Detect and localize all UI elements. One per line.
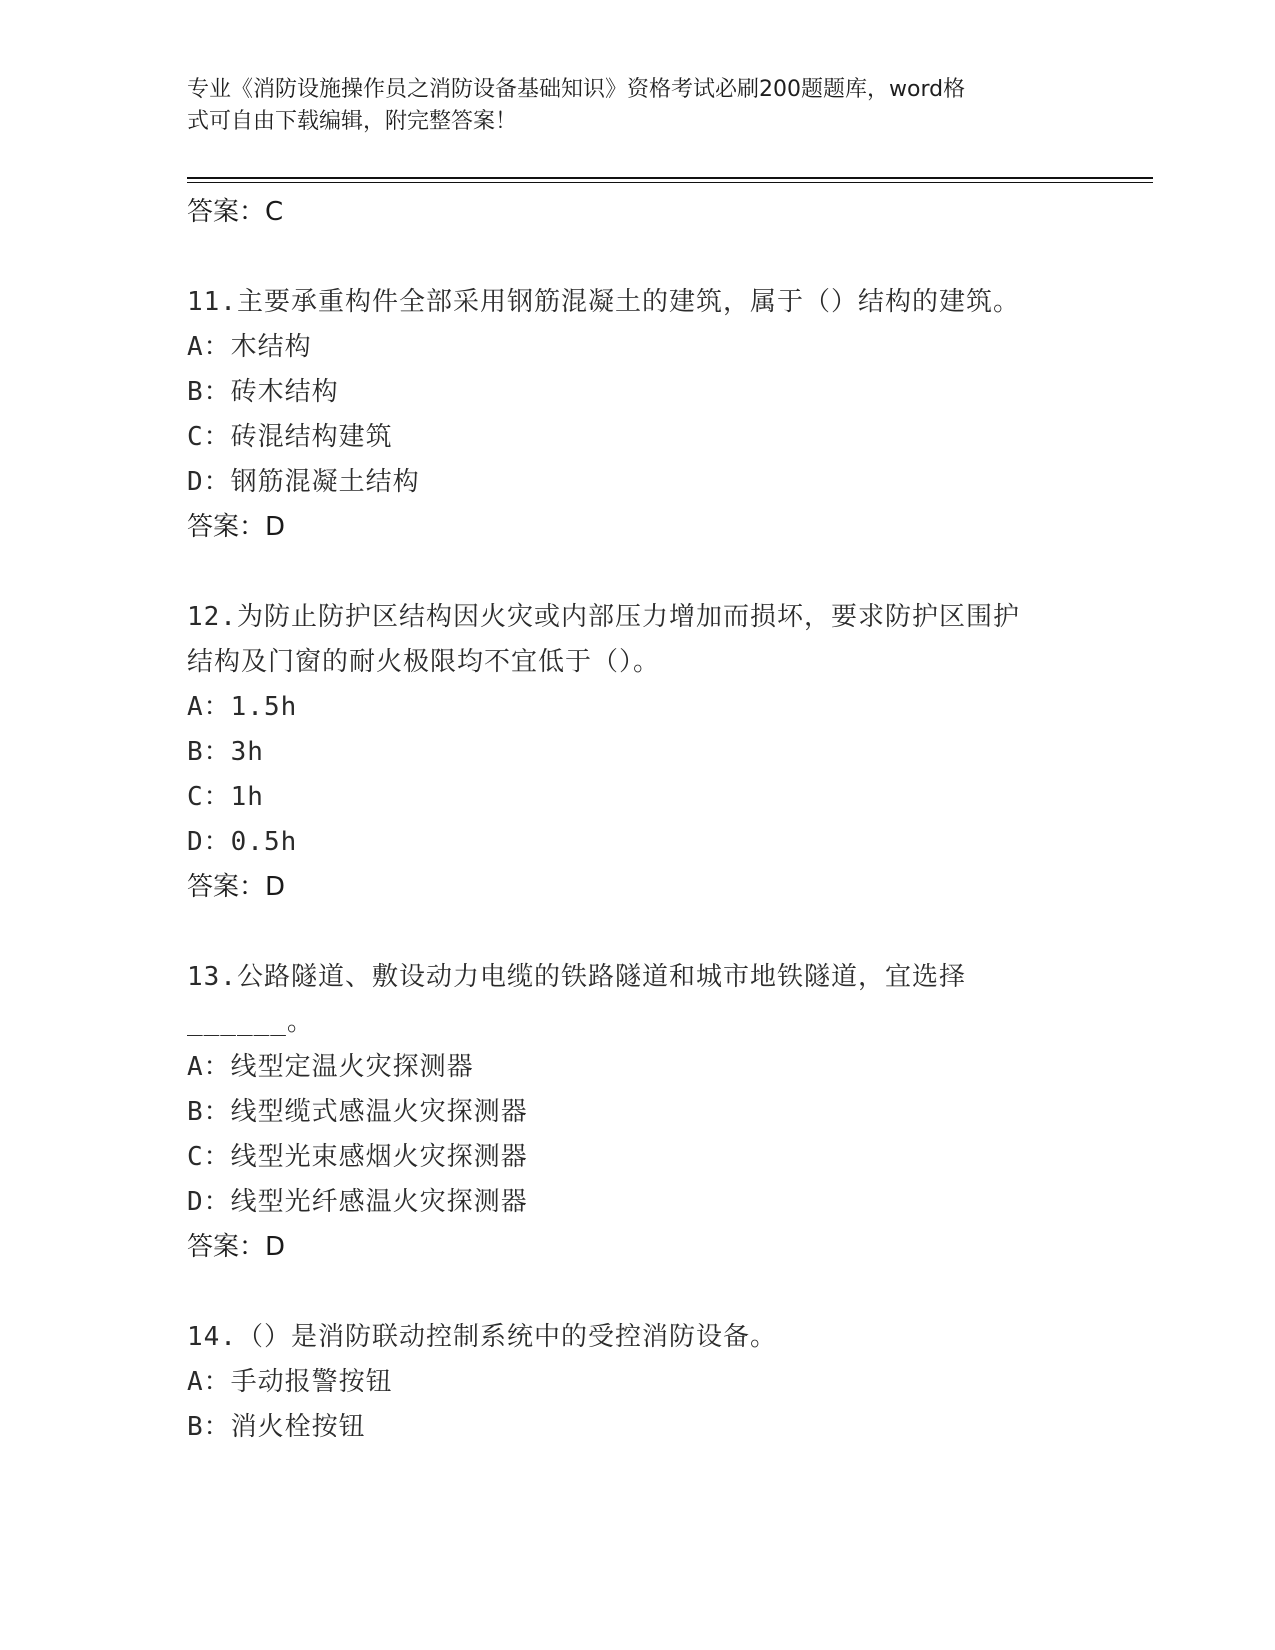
spacer: [187, 909, 1087, 955]
answer-prev: 答案：C: [187, 197, 284, 227]
document-header: [187, 74, 1067, 138]
question-stem-continued: ______。: [187, 1007, 314, 1037]
question-stem: 13.公路隧道、敷设动力电缆的铁路隧道和城市地铁隧道，宜选择: [187, 962, 966, 992]
header-line-2: 式可自由下载编辑，附完整答案！: [187, 109, 518, 134]
option-b: B：砖木结构: [187, 377, 339, 407]
option-a: A：木结构: [187, 332, 312, 362]
question-stem: 14.（）是消防联动控制系统中的受控消防设备。: [187, 1322, 777, 1352]
answer-11: 答案：D: [187, 512, 286, 542]
option-a: A：线型定温火灾探测器: [187, 1052, 474, 1082]
question-stem-continued: 结构及门窗的耐火极限均不宜低于（）。: [187, 647, 661, 677]
option-b: B：3h: [187, 737, 264, 767]
option-c: C：1h: [187, 782, 264, 812]
question-13: [187, 955, 1087, 1225]
option-d: D：线型光纤感温火灾探测器: [187, 1187, 528, 1217]
option-c: C：线型光束感烟火灾探测器: [187, 1142, 528, 1172]
question-stem: 12.为防止防护区结构因火灾或内部压力增加而损坏，要求防护区围护: [187, 602, 1020, 632]
spacer: [187, 234, 1087, 280]
option-c: C：砖混结构建筑: [187, 422, 393, 452]
option-a: A：1.5h: [187, 692, 298, 722]
question-list: [187, 190, 1087, 1450]
option-d: D：钢筋混凝土结构: [187, 467, 420, 497]
option-b: B：线型缆式感温火灾探测器: [187, 1097, 528, 1127]
answer-13: 答案：D: [187, 1232, 286, 1262]
question-11: [187, 280, 1087, 505]
option-d: D：0.5h: [187, 827, 298, 857]
question-14: [187, 1315, 1087, 1450]
spacer: [187, 1269, 1087, 1315]
answer-12: 答案：D: [187, 872, 286, 902]
question-12: [187, 595, 1087, 865]
question-stem: 11.主要承重构件全部采用钢筋混凝土的建筑，属于（）结构的建筑。: [187, 287, 1020, 317]
header-rule-thin: [187, 182, 1153, 183]
spacer: [187, 549, 1087, 595]
header-line-1: 专业《消防设施操作员之消防设备基础知识》资格考试必刷200题题库，word格: [187, 77, 966, 102]
option-b: B：消火栓按钮: [187, 1412, 366, 1442]
option-a: A：手动报警按钮: [187, 1367, 393, 1397]
header-rule-thick: [187, 177, 1153, 179]
